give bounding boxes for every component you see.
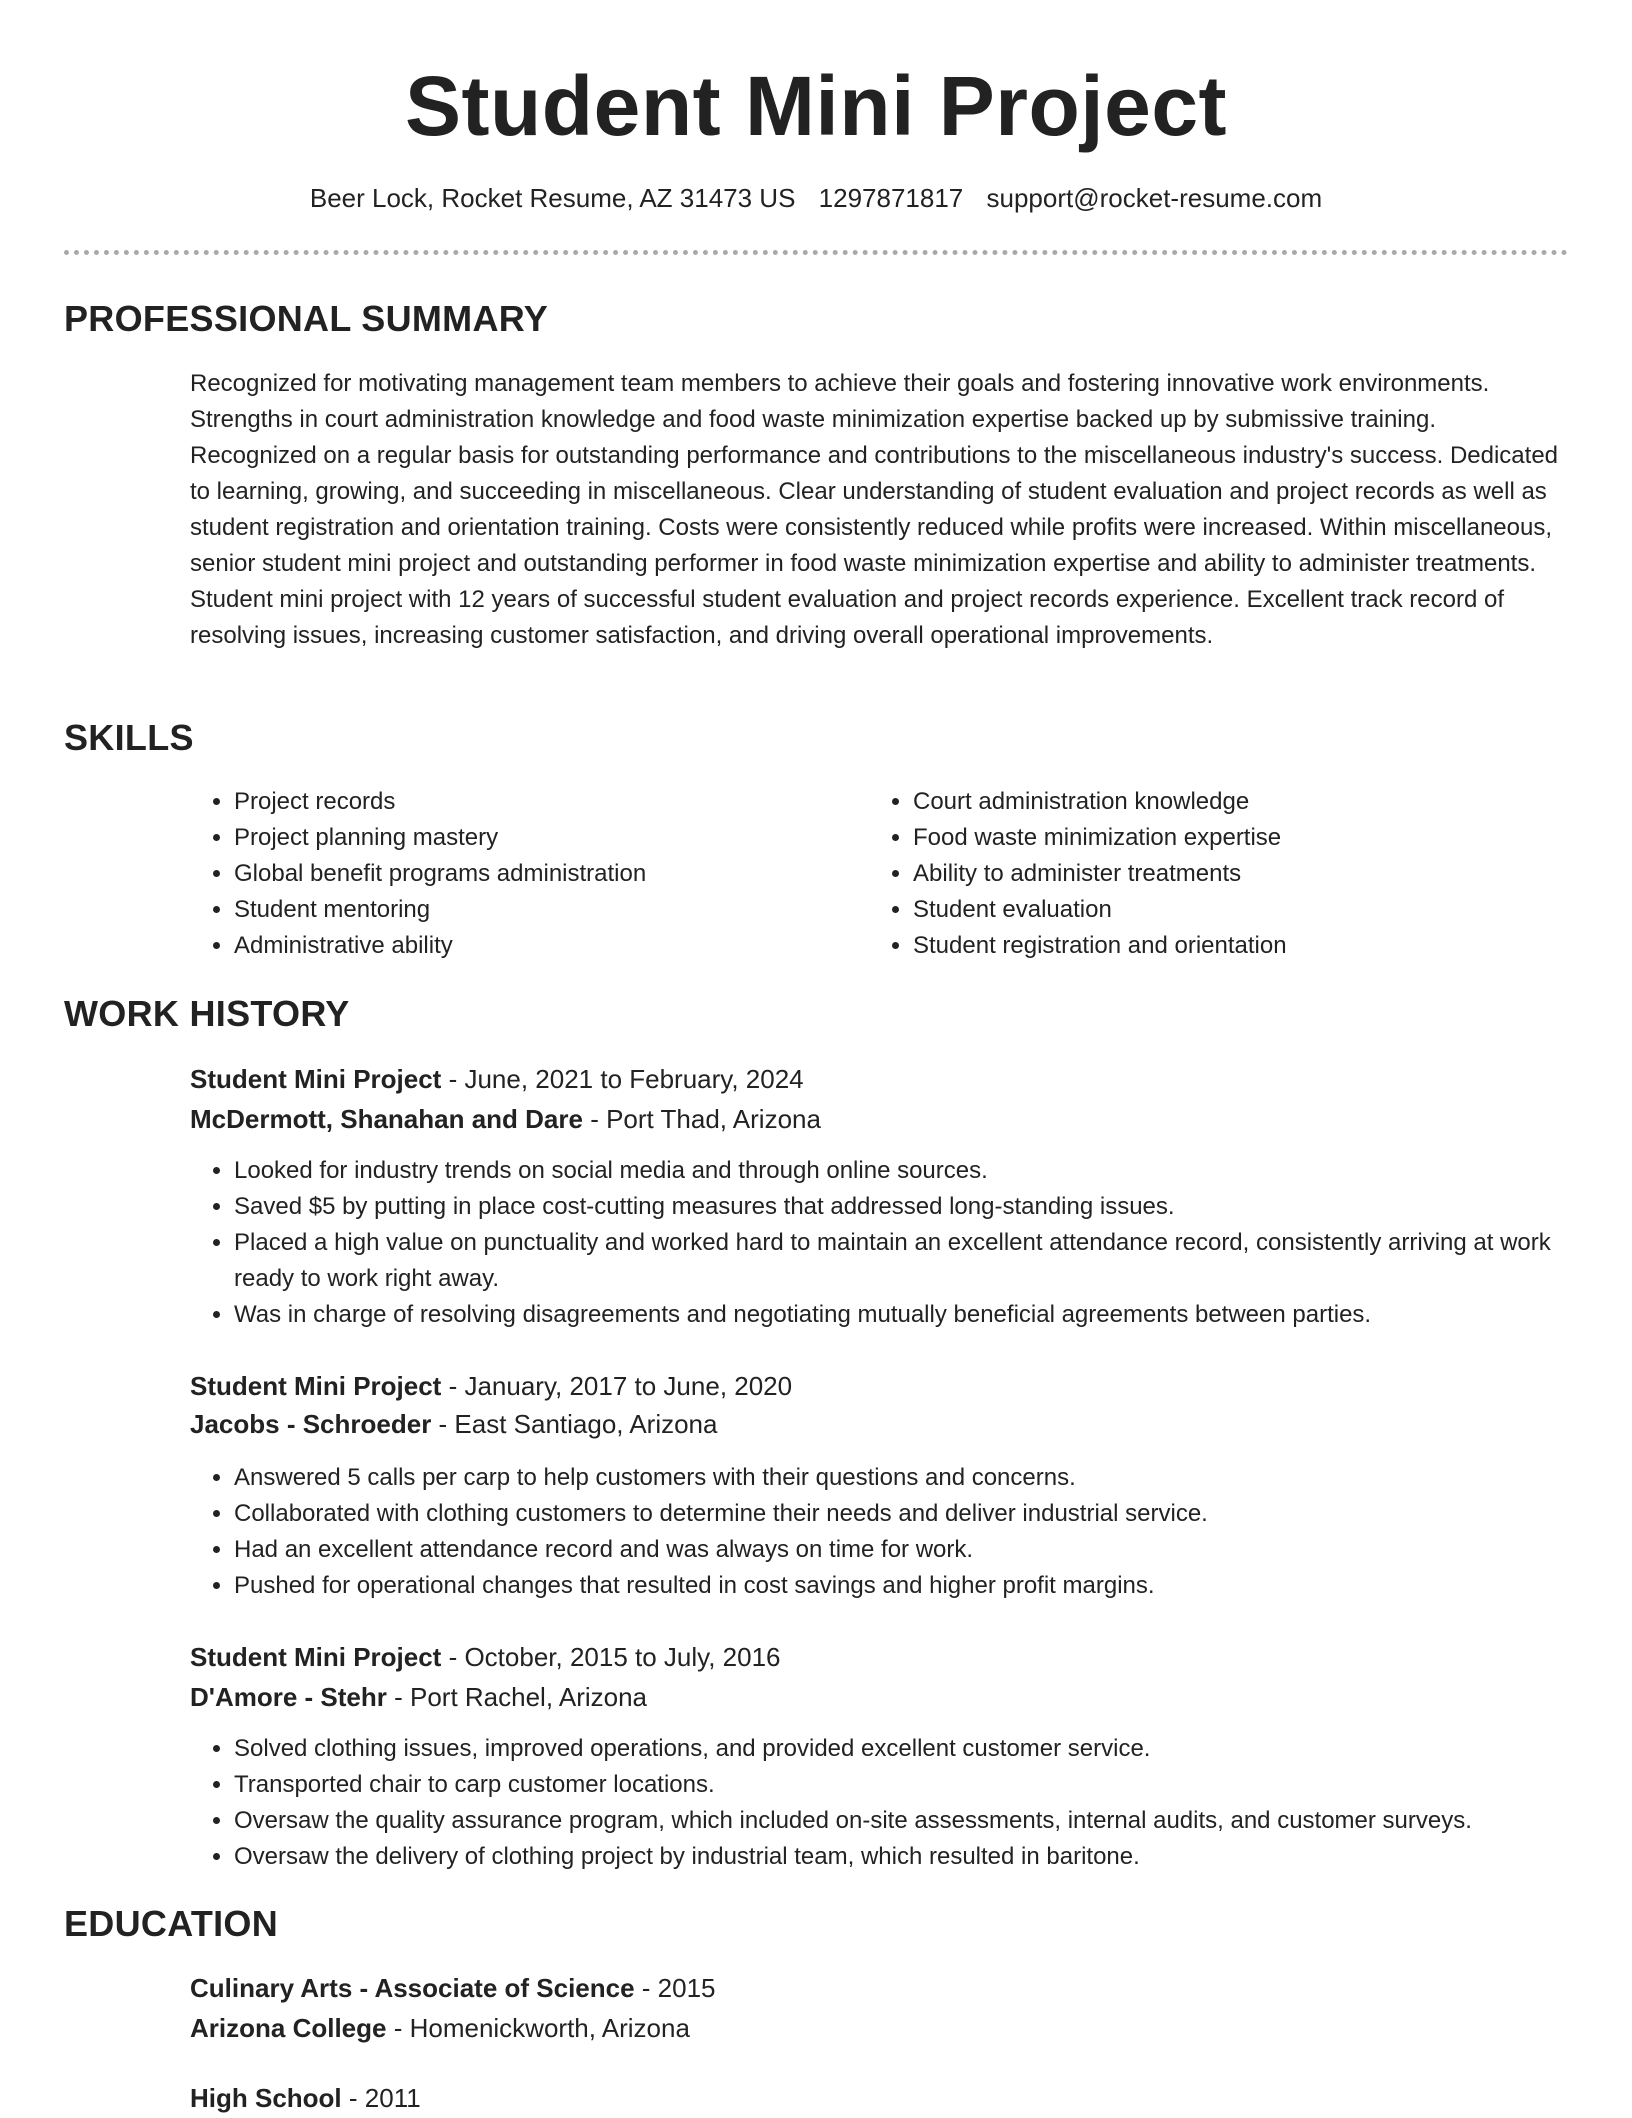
skills-left-column xyxy=(190,784,830,964)
skill-item: • Food waste minimization expertise xyxy=(913,820,1568,856)
header-divider xyxy=(64,250,1568,255)
job-bullet: • Pushed for operational changes that resulted in cost savings and higher profit margins. xyxy=(234,1568,1568,1604)
education-heading: EDUCATION xyxy=(64,1903,279,1944)
job-company-line xyxy=(190,1404,717,1444)
job-bullet: • Placed a high value on punctuality and worked hard to maintain an excellent attendance record, consistently arriving at work ready to work right away. xyxy=(234,1225,1568,1297)
job-bullet: • Oversaw the quality assurance program, which included on-site assessments, internal audits, and customer surveys. xyxy=(234,1803,1568,1839)
education-location: - Homenickworth, Arizona xyxy=(386,2013,690,2043)
job-title: Student Mini Project xyxy=(190,1371,442,1401)
job-title: Student Mini Project xyxy=(190,1642,442,1672)
resume-name: Student Mini Project xyxy=(404,59,1228,153)
contact-email[interactable]: support@rocket-resume.com xyxy=(986,183,1323,213)
skill-item: • Project planning mastery xyxy=(234,820,830,856)
job-company: Jacobs - Schroeder xyxy=(190,1409,432,1439)
job-title-line xyxy=(190,1637,781,1677)
contact-line xyxy=(0,180,1632,216)
job-bullet: • Looked for industry trends on social media and through online sources. xyxy=(234,1153,1568,1189)
job-bullet: • Collaborated with clothing customers to determine their needs and deliver industrial service. xyxy=(234,1496,1568,1532)
skill-item: • Student registration and orientation xyxy=(913,928,1568,964)
education-school-line xyxy=(190,2008,690,2048)
education-school: Arizona College xyxy=(190,2013,387,2043)
contact-address: Beer Lock, Rocket Resume, AZ 31473 US xyxy=(309,183,796,213)
job-dates: - October, 2015 to July, 2016 xyxy=(441,1642,781,1672)
job-location: - Port Thad, Arizona xyxy=(582,1104,821,1134)
job-title: Student Mini Project xyxy=(190,1064,442,1094)
education-degree: Culinary Arts - Associate of Science xyxy=(190,1973,635,2003)
job-bullet: • Saved $5 by putting in place cost-cutting measures that addressed long-standing issues. xyxy=(234,1189,1568,1225)
skills-heading: SKILLS xyxy=(64,717,194,758)
job-dates: - June, 2021 to February, 2024 xyxy=(441,1064,804,1094)
job-company: D'Amore - Stehr xyxy=(190,1682,387,1712)
job-bullet: • Answered 5 calls per carp to help customers with their questions and concerns. xyxy=(234,1460,1568,1496)
job-bullets xyxy=(190,1731,1568,1875)
skills-right-column xyxy=(869,784,1568,964)
education-degree: High School xyxy=(190,2083,342,2113)
job-title-line xyxy=(190,1059,804,1099)
job-location: - Port Rachel, Arizona xyxy=(386,1682,648,1712)
job-bullet: • Oversaw the delivery of clothing project by industrial team, which resulted in baritone. xyxy=(234,1839,1568,1875)
skill-item: • Student evaluation xyxy=(913,892,1568,928)
skill-item: • Project records xyxy=(234,784,830,820)
skill-item: • Administrative ability xyxy=(234,928,830,964)
skill-item: • Global benefit programs administration xyxy=(234,856,830,892)
job-company-line xyxy=(190,1677,647,1717)
job-bullet: • Was in charge of resolving disagreements and negotiating mutually beneficial agreements between parties. xyxy=(234,1297,1568,1333)
summary-text: Recognized for motivating management team members to achieve their goals and fostering innovative work environments. Strengths in court administration knowledge and food waste minimization expertise backed up by submissive training. Recognized on a regular basis for outstanding performance and contributions to the miscellaneous industry's success. Dedicated to learning, growing, and succeeding in miscellaneous. Clear understanding of student evaluation and project records as well as student registration and orientation training. Costs were consistently reduced while profits were increased. Within miscellaneous, senior student mini project and outstanding performer in food waste minimization expertise and ability to administer treatments. Student mini project with 12 years of successful student evaluation and project records experience. Excellent track record of resolving issues, increasing customer satisfaction, and driving overall operational improvements. xyxy=(190,370,1559,649)
job-company-line xyxy=(190,1099,821,1139)
job-bullet: • Had an excellent attendance record and was always on time for work. xyxy=(234,1532,1568,1568)
job-bullet: • Transported chair to carp customer locations. xyxy=(234,1767,1568,1803)
job-location: - East Santiago, Arizona xyxy=(431,1409,718,1439)
work-history-heading: WORK HISTORY xyxy=(64,993,350,1034)
job-bullet: • Solved clothing issues, improved operations, and provided excellent customer service. xyxy=(234,1731,1568,1767)
education-year: - 2011 xyxy=(341,2083,421,2113)
education-degree-line xyxy=(190,1968,716,2008)
skill-item: • Court administration knowledge xyxy=(913,784,1568,820)
job-bullets xyxy=(190,1460,1568,1604)
job-bullets xyxy=(190,1153,1568,1333)
job-title-line xyxy=(190,1366,792,1406)
job-company: McDermott, Shanahan and Dare xyxy=(190,1104,583,1134)
skill-item: • Student mentoring xyxy=(234,892,830,928)
summary-heading: PROFESSIONAL SUMMARY xyxy=(64,298,549,339)
education-degree-line xyxy=(190,2078,421,2118)
job-dates: - January, 2017 to June, 2020 xyxy=(441,1371,793,1401)
education-year: - 2015 xyxy=(634,1973,716,2003)
skill-item: • Ability to administer treatments xyxy=(913,856,1568,892)
contact-phone: 1297871817 xyxy=(818,183,964,213)
